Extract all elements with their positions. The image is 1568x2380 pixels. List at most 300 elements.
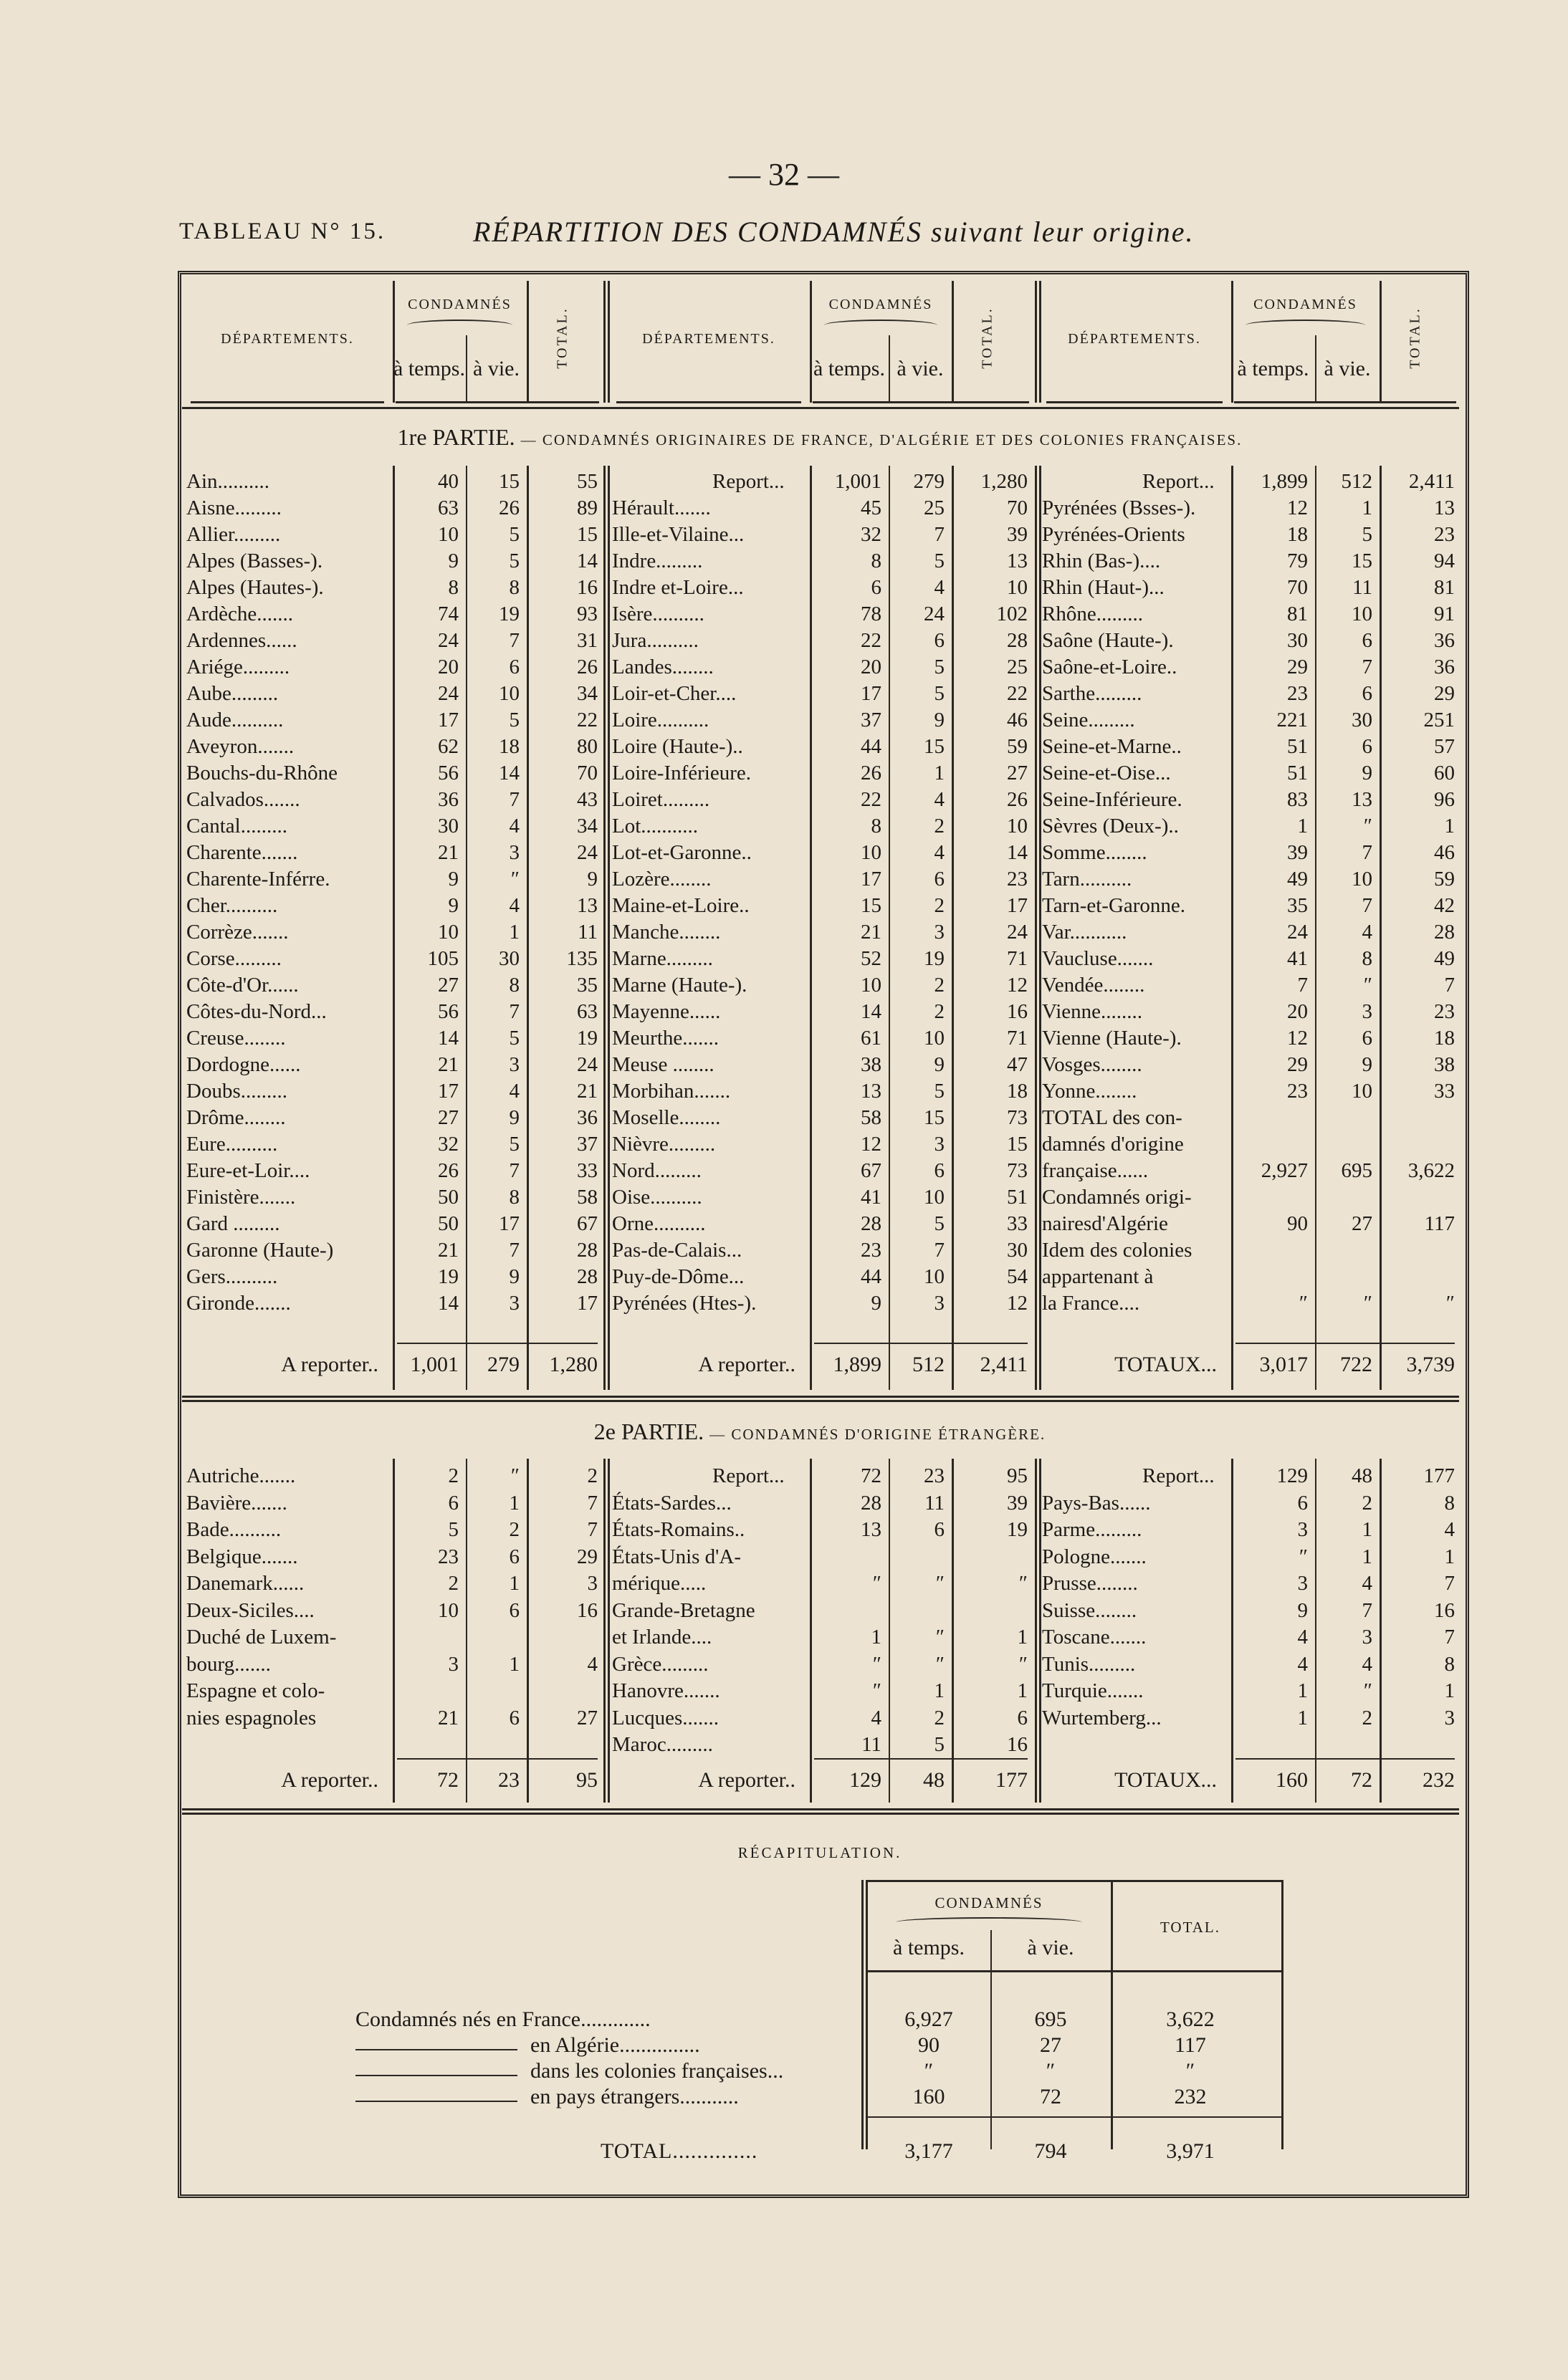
value-total: 91: [1434, 603, 1455, 625]
value-a-temps: 21: [438, 1239, 459, 1262]
value-a-vie: 5: [934, 1212, 945, 1235]
value-a-temps: 38: [861, 1053, 881, 1076]
value-total: 24: [577, 1053, 598, 1076]
value-a-vie: 3: [934, 921, 945, 944]
footer-label: A reporter..: [698, 1768, 795, 1792]
value-total: 13: [1007, 550, 1028, 572]
department-name: Parme.........: [1042, 1518, 1142, 1541]
department-name: Gard .........: [186, 1212, 280, 1235]
value-a-vie: 5: [509, 1133, 520, 1156]
value-a-temps: 10: [438, 523, 459, 546]
value-a-vie: 18: [499, 735, 520, 758]
value-a-vie: 2: [1362, 1706, 1372, 1729]
value-a-temps: 2: [448, 1464, 459, 1487]
value-a-temps: 10: [861, 841, 881, 864]
value-a-vie: 5: [934, 1080, 945, 1103]
value-a-vie: 1: [509, 1572, 520, 1595]
value-total: 1: [1444, 1679, 1455, 1702]
value-a-vie: 2: [934, 894, 945, 917]
value-a-temps: 40: [438, 470, 459, 493]
value-total: 3: [1444, 1706, 1455, 1729]
department-name: Hanovre.......: [612, 1679, 720, 1702]
department-name: Report...: [1142, 470, 1215, 493]
department-name: Côte-d'Or......: [186, 974, 299, 997]
recap-header-rule: [866, 1970, 1283, 1972]
value-a-temps: 63: [438, 496, 459, 519]
value-total: 1: [1017, 1626, 1028, 1649]
department-name: Idem des colonies: [1042, 1239, 1192, 1262]
value-total: 19: [1007, 1518, 1028, 1541]
value-a-temps: 105: [427, 947, 459, 970]
value-total: 37: [577, 1133, 598, 1156]
value-a-temps: 29: [1287, 656, 1308, 678]
value-a-temps: 4: [1297, 1652, 1308, 1676]
value-a-temps: 62: [438, 735, 459, 758]
value-a-vie: 6: [934, 1159, 945, 1182]
department-name: Prusse........: [1042, 1572, 1138, 1595]
value-total: 177: [1423, 1464, 1455, 1487]
value-a-temps: ″: [1299, 1545, 1308, 1568]
header-a-vie-1: à vie.: [473, 357, 520, 380]
recap-total-value: ″: [1185, 2059, 1195, 2083]
value-a-temps: 4: [871, 1706, 881, 1729]
value-a-vie: 1: [1362, 496, 1372, 519]
value-a-vie: 7: [934, 1239, 945, 1262]
group-separator: [603, 1459, 606, 1803]
footer-a-temps: 72: [437, 1768, 459, 1792]
recap-a-temps-value: 160: [912, 2085, 945, 2108]
value-a-temps: ″: [872, 1572, 881, 1595]
value-a-vie: 6: [934, 868, 945, 891]
value-total: 13: [577, 894, 598, 917]
value-a-vie: 4: [934, 841, 945, 864]
value-a-vie: 4: [934, 576, 945, 599]
value-total: 95: [1007, 1464, 1028, 1487]
value-total: 21: [577, 1080, 598, 1103]
department-name: Pyrénées (Htes-).: [612, 1292, 757, 1315]
value-total: 1: [1444, 815, 1455, 838]
department-name: Bade..........: [186, 1518, 282, 1541]
value-total: 11: [578, 921, 598, 944]
recap-a-temps: à temps.: [893, 1936, 965, 1959]
value-total: 89: [577, 496, 598, 519]
value-a-temps: 129: [1276, 1464, 1308, 1487]
footer-label: A reporter..: [698, 1353, 795, 1376]
value-a-vie: 3: [934, 1292, 945, 1315]
value-a-temps: 1: [1297, 1706, 1308, 1729]
value-total: 102: [996, 603, 1028, 625]
department-name: Loiret.........: [612, 788, 710, 811]
value-a-temps: 1,899: [1261, 470, 1308, 493]
value-a-vie: 10: [924, 1027, 945, 1050]
value-a-vie: 19: [924, 947, 945, 970]
value-a-vie: 6: [509, 1545, 520, 1568]
department-name: Seine-et-Marne..: [1042, 735, 1182, 758]
value-total: 23: [1434, 523, 1455, 546]
value-total: 27: [1007, 762, 1028, 784]
value-total: 31: [577, 629, 598, 652]
department-name: Report...: [712, 470, 785, 493]
recap-total-a-temps: 3,177: [904, 2139, 953, 2163]
value-total: 60: [1434, 762, 1455, 784]
value-a-temps: 12: [1287, 496, 1308, 519]
department-name: Creuse........: [186, 1027, 286, 1050]
recap-total-value: 117: [1175, 2033, 1206, 2057]
value-total: 34: [577, 682, 598, 705]
header-underline: [1046, 401, 1223, 403]
value-total: 28: [1007, 629, 1028, 652]
department-name: Rhin (Haut-)...: [1042, 576, 1165, 599]
value-a-temps: 51: [1287, 735, 1308, 758]
value-a-vie: 6: [1362, 682, 1372, 705]
value-a-temps: 17: [861, 868, 881, 891]
value-a-temps: 56: [438, 1000, 459, 1023]
value-a-vie: 10: [499, 682, 520, 705]
value-a-vie: 2: [934, 815, 945, 838]
department-name: Pyrénées-Orients: [1042, 523, 1185, 546]
value-a-vie: 13: [1352, 788, 1372, 811]
department-name: appartenant à: [1042, 1265, 1154, 1288]
department-name: Espagne et colo-: [186, 1679, 325, 1702]
value-a-vie: ″: [1363, 1292, 1372, 1315]
department-name: Vaucluse.......: [1042, 947, 1154, 970]
recap-a-temps-value: ″: [924, 2059, 934, 2083]
footer-total: 177: [995, 1768, 1028, 1792]
footer-total: 2,411: [980, 1353, 1028, 1376]
value-a-vie: 512: [1341, 470, 1372, 493]
value-a-vie: 11: [1352, 576, 1372, 599]
department-name: la France....: [1042, 1292, 1140, 1315]
value-a-vie: 10: [924, 1186, 945, 1209]
value-a-temps: 14: [438, 1027, 459, 1050]
value-total: ″: [1018, 1652, 1028, 1676]
value-total: 23: [1434, 1000, 1455, 1023]
department-name: Pyrénées (Bsses-).: [1042, 496, 1196, 519]
footer-label: TOTAUX...: [1114, 1353, 1217, 1376]
page-number: — 32 —: [729, 157, 839, 192]
group-separator: [603, 466, 606, 1390]
value-total: 30: [1007, 1239, 1028, 1262]
value-total: 23: [1007, 868, 1028, 891]
value-total: 58: [577, 1186, 598, 1209]
value-a-temps: 50: [438, 1186, 459, 1209]
value-a-temps: 17: [438, 1080, 459, 1103]
value-total: 7: [587, 1491, 598, 1515]
value-a-temps: 27: [438, 1106, 459, 1129]
value-total: 96: [1434, 788, 1455, 811]
department-name: États-Romains..: [612, 1518, 745, 1541]
value-a-temps: 21: [438, 1706, 459, 1729]
value-a-temps: 9: [448, 894, 459, 917]
footer-a-temps: 160: [1276, 1768, 1308, 1792]
department-name: Mayenne......: [612, 1000, 721, 1023]
department-name: Nièvre.........: [612, 1133, 716, 1156]
department-name: Charente.......: [186, 841, 298, 864]
value-total: 59: [1007, 735, 1028, 758]
recap-a-temps-value: 6,927: [904, 2007, 953, 2031]
value-total: ″: [1018, 1572, 1028, 1595]
value-total: 25: [1007, 656, 1028, 678]
value-a-temps: 30: [438, 815, 459, 838]
value-a-vie: 7: [509, 629, 520, 652]
value-total: 80: [577, 735, 598, 758]
group-separator: [608, 1459, 610, 1803]
department-name: Isère..........: [612, 603, 704, 625]
value-a-temps: ″: [1299, 1292, 1308, 1315]
department-name: Puy-de-Dôme...: [612, 1265, 745, 1288]
value-a-temps: 28: [861, 1491, 881, 1515]
part-rule: [182, 1813, 1459, 1815]
value-a-vie: 3: [509, 1292, 520, 1315]
value-a-vie: 2: [934, 974, 945, 997]
header-total-1: TOTAL.: [554, 307, 570, 369]
value-total: 54: [1007, 1265, 1028, 1288]
footer-a-vie: 512: [912, 1353, 945, 1376]
footer-label: TOTAUX...: [1114, 1768, 1217, 1792]
department-name: Pas-de-Calais...: [612, 1239, 742, 1262]
value-a-vie: 3: [509, 841, 520, 864]
footer-a-temps: 1,899: [833, 1353, 881, 1376]
value-a-temps: 1: [871, 1626, 881, 1649]
value-a-temps: 74: [438, 603, 459, 625]
value-total: 15: [577, 523, 598, 546]
value-total: 36: [1434, 629, 1455, 652]
department-name: Ain..........: [186, 470, 269, 493]
value-a-temps: 23: [1287, 1080, 1308, 1103]
recap-total-header: TOTAL.: [1160, 1919, 1220, 1936]
value-a-temps: 18: [1287, 523, 1308, 546]
department-name: Var...........: [1042, 921, 1127, 944]
header-underline: [616, 401, 801, 403]
value-total: 55: [577, 470, 598, 493]
recap-top: [866, 1880, 1283, 1882]
footer-a-vie: 48: [923, 1768, 945, 1792]
department-name: nairesd'Algérie: [1042, 1212, 1168, 1235]
value-a-temps: 58: [861, 1106, 881, 1129]
value-total: 28: [1434, 921, 1455, 944]
value-total: 73: [1007, 1159, 1028, 1182]
value-a-vie: 6: [934, 629, 945, 652]
value-a-temps: 19: [438, 1265, 459, 1288]
value-total: 36: [577, 1106, 598, 1129]
value-a-temps: 21: [438, 841, 459, 864]
value-a-vie: 10: [1352, 1080, 1372, 1103]
department-name: Loire..........: [612, 709, 709, 731]
header-vline: [952, 281, 954, 403]
value-a-temps: 67: [861, 1159, 881, 1182]
subtotal-rule: [397, 1758, 598, 1760]
department-name: Indre et-Loire...: [612, 576, 744, 599]
department-name: Somme........: [1042, 841, 1147, 864]
value-a-temps: 8: [871, 815, 881, 838]
value-a-temps: 72: [861, 1464, 881, 1487]
value-total: 81: [1434, 576, 1455, 599]
value-a-vie: 6: [934, 1518, 945, 1541]
value-total: 135: [566, 947, 598, 970]
value-a-vie: 4: [509, 1080, 520, 1103]
value-a-vie: 7: [509, 1000, 520, 1023]
department-name: Tunis.........: [1042, 1652, 1136, 1676]
value-a-vie: 23: [924, 1464, 945, 1487]
value-total: 16: [1007, 1733, 1028, 1756]
value-a-temps: 70: [1287, 576, 1308, 599]
value-a-temps: 24: [438, 629, 459, 652]
value-a-vie: ″: [1363, 974, 1372, 997]
header-underline: [813, 401, 1029, 403]
part1-heading: [178, 424, 1462, 451]
value-a-vie: 10: [1352, 868, 1372, 891]
footer-label: A reporter..: [281, 1353, 378, 1376]
department-name: Landes........: [612, 656, 714, 678]
value-a-vie: 6: [1362, 735, 1372, 758]
header-vline: [1380, 281, 1382, 403]
recap-label: dans les colonies françaises...: [530, 2059, 784, 2083]
value-a-temps: 20: [1287, 1000, 1308, 1023]
footer-a-vie: 72: [1351, 1768, 1372, 1792]
department-name: États-Sardes...: [612, 1491, 732, 1515]
recap-label: Condamnés nés en France.............: [355, 2007, 651, 2031]
value-total: 7: [587, 1518, 598, 1541]
recap-label: en Algérie...............: [530, 2033, 700, 2057]
value-total: 12: [1007, 1292, 1028, 1315]
value-total: 4: [587, 1652, 598, 1676]
value-total: 17: [1007, 894, 1028, 917]
value-total: 42: [1434, 894, 1455, 917]
department-name: Indre.........: [612, 550, 703, 572]
department-name: Seine.........: [1042, 709, 1135, 731]
table-label: TABLEAU N° 15.: [179, 219, 386, 244]
value-a-temps: 83: [1287, 788, 1308, 811]
value-a-temps: 1,001: [834, 470, 881, 493]
department-name: Oise..........: [612, 1186, 702, 1209]
recap-condamnes: CONDAMNÉS: [934, 1894, 1043, 1911]
value-a-temps: 6: [448, 1491, 459, 1515]
value-a-temps: 2,927: [1261, 1159, 1308, 1182]
value-total: 43: [577, 788, 598, 811]
value-total: 24: [1007, 921, 1028, 944]
department-name: Alpes (Basses-).: [186, 550, 323, 572]
department-name: et Irlande....: [612, 1626, 712, 1649]
department-name: Nord.........: [612, 1159, 702, 1182]
value-a-temps: 36: [438, 788, 459, 811]
department-name: Duché de Luxem-: [186, 1626, 337, 1649]
value-a-temps: 51: [1287, 762, 1308, 784]
value-a-vie: 3: [509, 1053, 520, 1076]
value-total: 15: [1007, 1133, 1028, 1156]
value-a-temps: 12: [1287, 1027, 1308, 1050]
value-total: 39: [1007, 1491, 1028, 1515]
department-name: Moselle........: [612, 1106, 721, 1129]
department-name: Vosges........: [1042, 1053, 1142, 1076]
value-a-temps: 9: [871, 1292, 881, 1315]
value-a-temps: 13: [861, 1080, 881, 1103]
recap-vline: [1281, 1880, 1283, 2149]
department-name: Aveyron.......: [186, 735, 295, 758]
value-a-vie: 27: [1352, 1212, 1372, 1235]
department-name: Calvados.......: [186, 788, 300, 811]
header-underline: [191, 401, 384, 403]
recap-title: RÉCAPITULATION.: [737, 1844, 902, 1861]
subtotal-rule: [814, 1758, 1028, 1760]
value-a-temps: 9: [448, 868, 459, 891]
part2-heading: [178, 1419, 1462, 1445]
value-total: 22: [1007, 682, 1028, 705]
department-name: Ariége.........: [186, 656, 290, 678]
department-name: Saône-et-Loire..: [1042, 656, 1177, 678]
value-total: 71: [1007, 947, 1028, 970]
value-total: 33: [1007, 1212, 1028, 1235]
value-a-vie: 7: [509, 1159, 520, 1182]
department-name: Loire-Inférieure.: [612, 762, 752, 784]
footer-total: 1,280: [549, 1353, 598, 1376]
value-a-vie: 9: [1362, 762, 1372, 784]
value-total: 94: [1434, 550, 1455, 572]
value-a-temps: 8: [448, 576, 459, 599]
value-a-vie: 30: [499, 947, 520, 970]
recap-total-total: 3,971: [1166, 2139, 1215, 2163]
value-a-vie: 7: [1362, 894, 1372, 917]
value-a-vie: 5: [934, 656, 945, 678]
value-a-vie: 1: [509, 1652, 520, 1676]
value-a-temps: 23: [861, 1239, 881, 1262]
department-name: Bouchs-du-Rhône: [186, 762, 338, 784]
department-name: Manche........: [612, 921, 721, 944]
department-name: Suisse........: [1042, 1598, 1137, 1622]
header-a-vie-3: à vie.: [1324, 357, 1371, 380]
value-a-vie: 5: [1362, 523, 1372, 546]
value-a-vie: 5: [934, 1733, 945, 1756]
value-total: 3: [587, 1572, 598, 1595]
footer-a-temps: 3,017: [1259, 1353, 1308, 1376]
value-a-temps: 24: [438, 682, 459, 705]
value-total: 16: [1007, 1000, 1028, 1023]
value-a-vie: 4: [1362, 921, 1372, 944]
value-total: 22: [577, 709, 598, 731]
value-a-temps: 6: [871, 576, 881, 599]
value-a-vie: 15: [1352, 550, 1372, 572]
value-a-temps: 17: [438, 709, 459, 731]
value-a-vie: 10: [1352, 603, 1372, 625]
department-name: Eure-et-Loir....: [186, 1159, 310, 1182]
department-name: Finistère.......: [186, 1186, 296, 1209]
value-a-vie: 1: [509, 921, 520, 944]
value-a-temps: 32: [438, 1133, 459, 1156]
footer-total: 3,739: [1406, 1353, 1455, 1376]
department-name: Jura..........: [612, 629, 699, 652]
value-a-temps: 17: [861, 682, 881, 705]
value-a-vie: 2: [934, 1706, 945, 1729]
value-total: 73: [1007, 1106, 1028, 1129]
department-name: Cher..........: [186, 894, 278, 917]
value-a-vie: 8: [1362, 947, 1372, 970]
value-a-temps: 21: [438, 1053, 459, 1076]
department-name: Ille-et-Vilaine...: [612, 523, 745, 546]
value-a-vie: 3: [934, 1133, 945, 1156]
value-total: 8: [1444, 1491, 1455, 1515]
value-total: 1: [1017, 1679, 1028, 1702]
value-a-temps: 3: [1297, 1572, 1308, 1595]
value-a-temps: 4: [1297, 1626, 1308, 1649]
value-total: 10: [1007, 815, 1028, 838]
value-a-vie: 8: [509, 1186, 520, 1209]
value-a-vie: 4: [509, 815, 520, 838]
header-condamnes-3: CONDAMNÉS: [1253, 297, 1357, 312]
value-a-temps: 20: [861, 656, 881, 678]
value-total: 8: [1444, 1652, 1455, 1676]
value-a-vie: 5: [509, 709, 520, 731]
recap-label: en pays étrangers...........: [530, 2085, 739, 2108]
department-name: Tarn..........: [1042, 868, 1132, 891]
